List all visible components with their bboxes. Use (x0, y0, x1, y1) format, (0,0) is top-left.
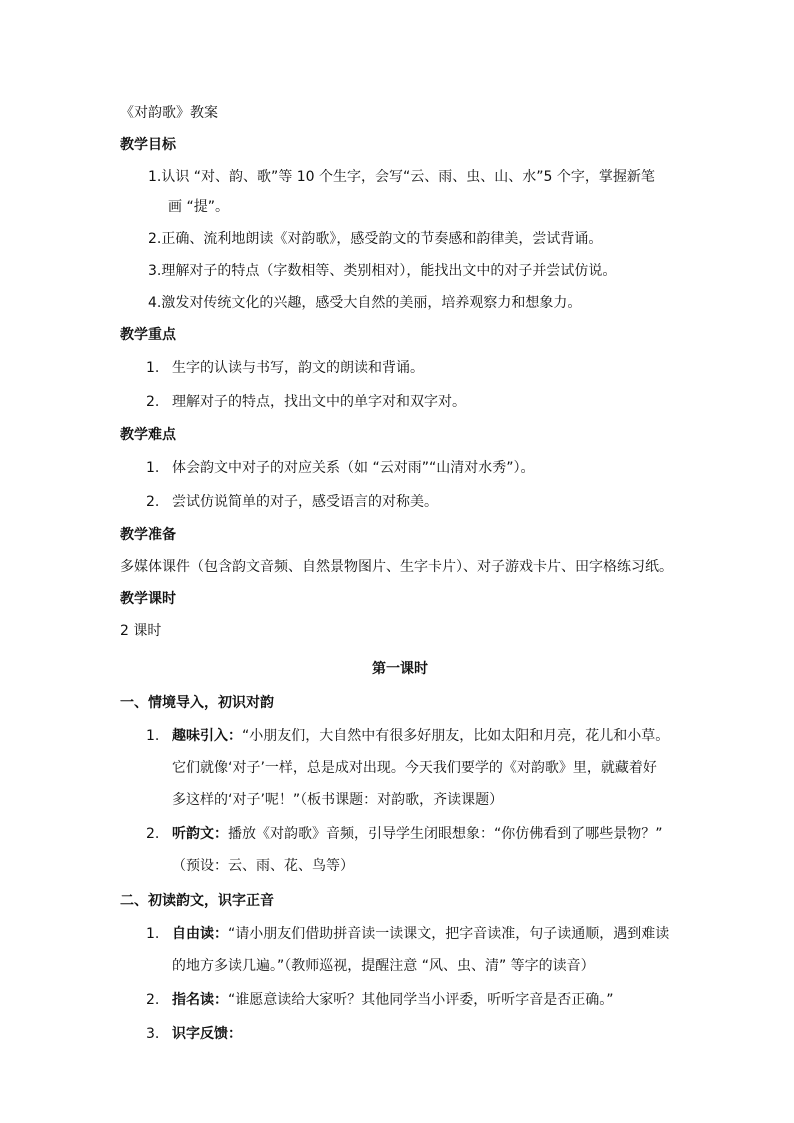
part-one-item (120, 818, 680, 882)
difficult-point-item (120, 452, 680, 484)
part-two-item-number: 1. (146, 926, 160, 942)
key-points-heading: 教学重点 (120, 327, 176, 343)
part-one-item-line: 多这样的‘对子’呢！”（板书课题：对韵歌，齐读课题） (172, 792, 504, 808)
difficult-point-number: 2. (146, 494, 160, 510)
part-two-item-body (172, 918, 680, 982)
part-two-item-body (172, 1018, 680, 1050)
part-one-item-body (172, 818, 680, 882)
hours-heading: 教学课时 (120, 591, 176, 607)
part-one-item-line: 播放《对韵歌》音频，引导学生闭眼想象：“你仿佛看到了哪些景物？” (228, 826, 663, 842)
part-two-item-number: 2. (146, 992, 160, 1008)
key-point-number: 2. (146, 394, 160, 410)
goal-item-continued: 画 “提”。 (168, 199, 229, 215)
goal-item: 2.正确、流利地朗读《对韵歌》，感受韵文的节奏感和韵律美，尝试背诵。 (148, 231, 603, 247)
part-two-item-line: “请小朋友们借助拼音读一读课文，把字音读准，句子读通顺，遇到难读 (228, 926, 670, 942)
part-one-item (120, 720, 680, 816)
document-page (120, 98, 680, 1050)
difficult-point-text: 尝试仿说简单的对子，感受语言的对称美。 (172, 494, 438, 510)
part-one-item-line: “小朋友们，大自然中有很多好朋友，比如太阳和月亮，花儿和小草。 (242, 728, 670, 744)
difficult-point-item (120, 486, 680, 518)
part-one-item-line: 它们就像‘对子’一样，总是成对出现。今天我们要学的《对韵歌》里，就藏着好 (172, 760, 657, 776)
document-title: 《对韵歌》教案 (120, 105, 218, 121)
lesson-one-title: 第一课时 (372, 661, 428, 677)
key-point-item (120, 352, 680, 384)
key-point-text: 生字的认读与书写，韵文的朗读和背诵。 (172, 360, 424, 376)
part-one-item-number: 2. (146, 826, 160, 842)
goal-item: 4.激发对传统文化的兴趣，感受大自然的美丽，培养观察力和想象力。 (148, 295, 582, 311)
part-two-item (120, 984, 680, 1016)
key-point-item (120, 386, 680, 418)
key-point-text: 理解对子的特点，找出文中的单字对和双字对。 (172, 394, 466, 410)
preparation-heading: 教学准备 (120, 527, 176, 543)
part-two-heading: 二、初读韵文，识字正音 (120, 893, 274, 909)
goal-item: 1.认识 “对、韵、歌”等 10 个生字，会写“云、雨、虫、山、水”5 个字，掌握新笔 (148, 169, 655, 185)
part-one-item-label: 听韵文： (172, 826, 228, 842)
difficult-points-heading: 教学难点 (120, 427, 176, 443)
goals-heading: 教学目标 (120, 137, 176, 153)
difficult-point-number: 1. (146, 460, 160, 476)
difficult-point-text: 体会韵文中对子的对应关系（如 “云对雨”“山清对水秀”）。 (172, 460, 535, 476)
part-two-item-number: 3. (146, 1026, 160, 1042)
key-point-number: 1. (146, 360, 160, 376)
part-one-heading: 一、情境导入，初识对韵 (120, 695, 274, 711)
part-two-item (120, 1018, 680, 1050)
part-two-item-label: 识字反馈： (172, 1026, 242, 1042)
part-two-item-line: “谁愿意读给大家听？其他同学当小评委，听听字音是否正确。” (228, 992, 614, 1008)
hours-text: 2 课时 (120, 623, 162, 639)
part-two-item-label: 自由读： (172, 926, 228, 942)
part-one-item-body (172, 720, 680, 816)
part-one-item-line: （预设：云、雨、花、鸟等） (172, 858, 354, 874)
part-one-item-number: 1. (146, 728, 160, 744)
part-one-item-label: 趣味引入： (172, 728, 242, 744)
goal-item: 3.理解对子的特点（字数相等、类别相对），能找出文中的对子并尝试仿说。 (148, 263, 617, 279)
part-two-item (120, 918, 680, 982)
part-two-item-body (172, 984, 680, 1016)
part-two-item-line: 的地方多读几遍。”（教师巡视，提醒注意 “风、虫、清” 等字的读音） (172, 958, 595, 974)
part-two-item-label: 指名读： (172, 992, 228, 1008)
preparation-text: 多媒体课件（包含韵文音频、自然景物图片、生字卡片）、对子游戏卡片、田字格练习纸。 (120, 559, 673, 575)
